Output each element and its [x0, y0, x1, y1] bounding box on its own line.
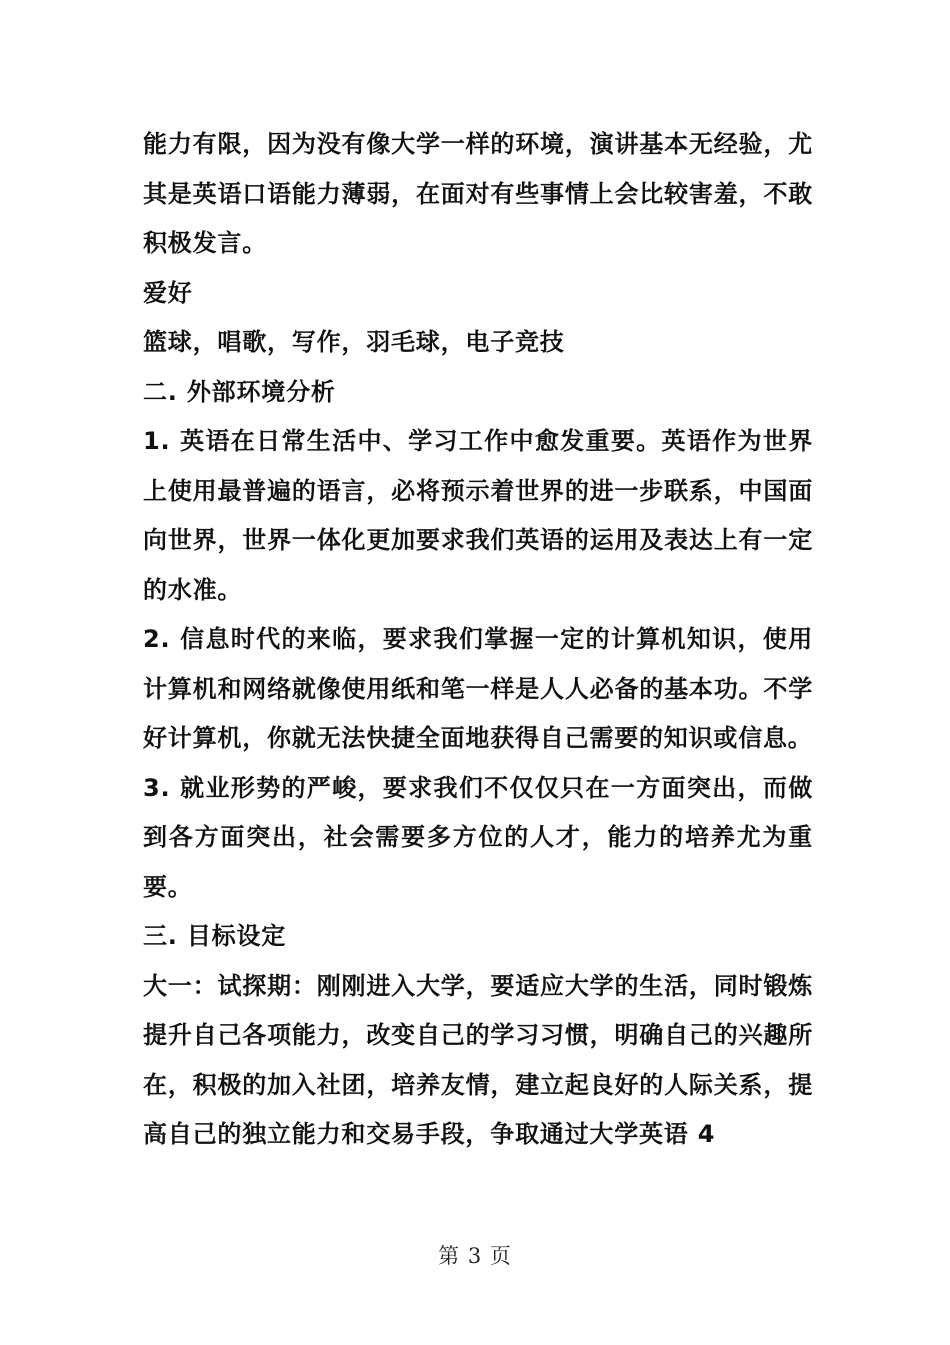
heading-hobbies: 爱好: [143, 278, 193, 307]
paragraph-freshman-year: 大一：试探期：刚刚进入大学，要适应大学的生活，同时锻炼提升自己各项能力，改变自己的学习习惯，明确自己的兴趣所在，积极的加入社团，培养友情，建立起良好的人际关系，提高自己的独立能力和交易手段，争取通过大学英语 4: [143, 971, 813, 1148]
page-number-footer: 第 3 页: [438, 1244, 512, 1268]
heading-goal-setting: 三. 目标设定: [143, 922, 287, 950]
paragraph-point-english: 1. 英语在日常生活中、学习工作中愈发重要。英语作为世界上使用最普遍的语言，必将预示着世界的进一步联系，中国面向世界，世界一体化更加要求我们英语的运用及表达上有一定的水准。: [143, 427, 813, 604]
document-body: [143, 120, 813, 1160]
paragraph-weakness: 能力有限，因为没有像大学一样的环境，演讲基本无经验，尤其是英语口语能力薄弱，在面对有些事情上会比较害羞，不敢积极发言。: [143, 130, 813, 257]
paragraph-hobbies-list: 篮球，唱歌，写作，羽毛球，电子竞技: [143, 328, 565, 356]
heading-external-environment: 二. 外部环境分析: [143, 377, 336, 406]
paragraph-point-computer: 2. 信息时代的来临，要求我们掌握一定的计算机知识，使用计算机和网络就像使用纸和笔一样是人人必备的基本功。不学好计算机，你就无法快捷全面地获得自己需要的知识或信息。: [143, 625, 813, 752]
paragraph-point-employment: 3. 就业形势的严峻，要求我们不仅仅只在一方面突出，而做到各方面突出，社会需要多方位的人才，能力的培养尤为重要。: [143, 773, 813, 901]
